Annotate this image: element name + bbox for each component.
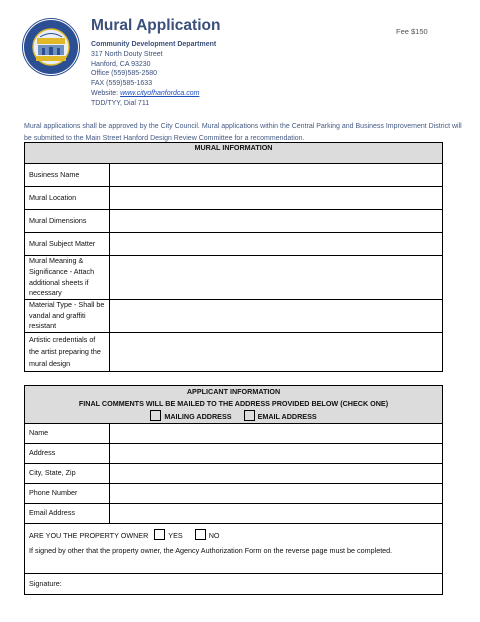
owner-no-checkbox[interactable] <box>195 529 206 540</box>
email-address-field-label: Email Address <box>25 504 110 524</box>
city-seal-logo <box>22 18 80 76</box>
address-field[interactable] <box>110 444 443 464</box>
business-name-label: Business Name <box>25 164 110 187</box>
phone-number-label: Phone Number <box>25 484 110 504</box>
mural-dimensions-field[interactable] <box>110 210 443 233</box>
applicant-heading-text: APPLICANT INFORMATION <box>186 387 281 396</box>
contact-block <box>91 40 216 109</box>
fee-label: Fee $150 <box>396 27 428 36</box>
mural-meaning-label: Mural Meaning & Significance - Attach additional sheets if necessary <box>25 256 110 300</box>
mural-subject-matter-field[interactable] <box>110 233 443 256</box>
business-name-field[interactable] <box>110 164 443 187</box>
applicant-information-heading <box>25 386 443 424</box>
mural-information-table <box>24 142 443 372</box>
artistic-credentials-label: Artistic credentials of the artist preparing the mural design <box>25 332 110 371</box>
city-state-zip-label: City, State, Zip <box>25 464 110 484</box>
mail-option-row <box>29 410 438 423</box>
mailing-address-checkbox[interactable] <box>150 410 161 421</box>
property-owner-question: ARE YOU THE PROPERTY OWNER <box>29 531 149 540</box>
owner-authorization-note: If signed by other that the property owner, the Agency Authorization Form on the reverse page must be completed. <box>29 546 393 555</box>
signature-label: Signature: <box>29 578 62 588</box>
applicant-information-table <box>24 385 443 595</box>
mural-subject-matter-label: Mural Subject Matter <box>25 233 110 256</box>
property-owner-section <box>25 524 443 574</box>
phone-number-field[interactable] <box>110 484 443 504</box>
office-phone: Office (559)585-2580 <box>91 70 158 78</box>
mural-dimensions-label: Mural Dimensions <box>25 210 110 233</box>
owner-yes-label: YES <box>168 531 183 540</box>
signature-field[interactable] <box>25 574 443 595</box>
intro-text: Mural applications shall be approved by the City Council. Mural applications within the Central Parking and Business Improvement District will be submitted to the Main Street Hanford Design Review Committee for a recommendation. <box>24 123 462 142</box>
tdd-line: TDD/TYY, Dial 711 <box>91 99 150 107</box>
mural-meaning-field[interactable] <box>110 256 443 300</box>
property-owner-row <box>29 528 438 543</box>
address-line-1: 317 North Douty Street <box>91 50 163 58</box>
website-link[interactable]: www.cityofhanfordca.com <box>120 89 200 97</box>
mural-location-field[interactable] <box>110 187 443 210</box>
material-type-label: Material Type - Shall be vandal and graffiti resistant <box>25 300 110 333</box>
city-state-zip-field[interactable] <box>110 464 443 484</box>
mailing-instructions: FINAL COMMENTS WILL BE MAILED TO THE ADDRESS PROVIDED BELOW (CHECK ONE) <box>78 398 389 408</box>
owner-yes-checkbox[interactable] <box>154 529 165 540</box>
address-label: Address <box>25 444 110 464</box>
form-title: Mural Application <box>91 17 221 34</box>
email-address-checkbox[interactable] <box>244 410 255 421</box>
email-address-field[interactable] <box>110 504 443 524</box>
name-field[interactable] <box>110 424 443 444</box>
mural-location-label: Mural Location <box>25 187 110 210</box>
mural-information-heading: MURAL INFORMATION <box>25 143 443 164</box>
website-label: Website: <box>91 89 121 97</box>
owner-no-label: NO <box>208 531 220 540</box>
address-line-2: Hanford, CA 93230 <box>91 60 151 68</box>
fax-number: FAX (559)585-1633 <box>91 80 153 88</box>
mailing-address-label: MAILING ADDRESS <box>164 412 232 422</box>
department-name: Community Development Department <box>91 41 217 48</box>
website-line <box>91 89 216 99</box>
name-label: Name <box>25 424 110 444</box>
artistic-credentials-field[interactable] <box>110 332 443 371</box>
email-address-label: EMAIL ADDRESS <box>257 412 317 422</box>
material-type-field[interactable] <box>110 300 443 333</box>
